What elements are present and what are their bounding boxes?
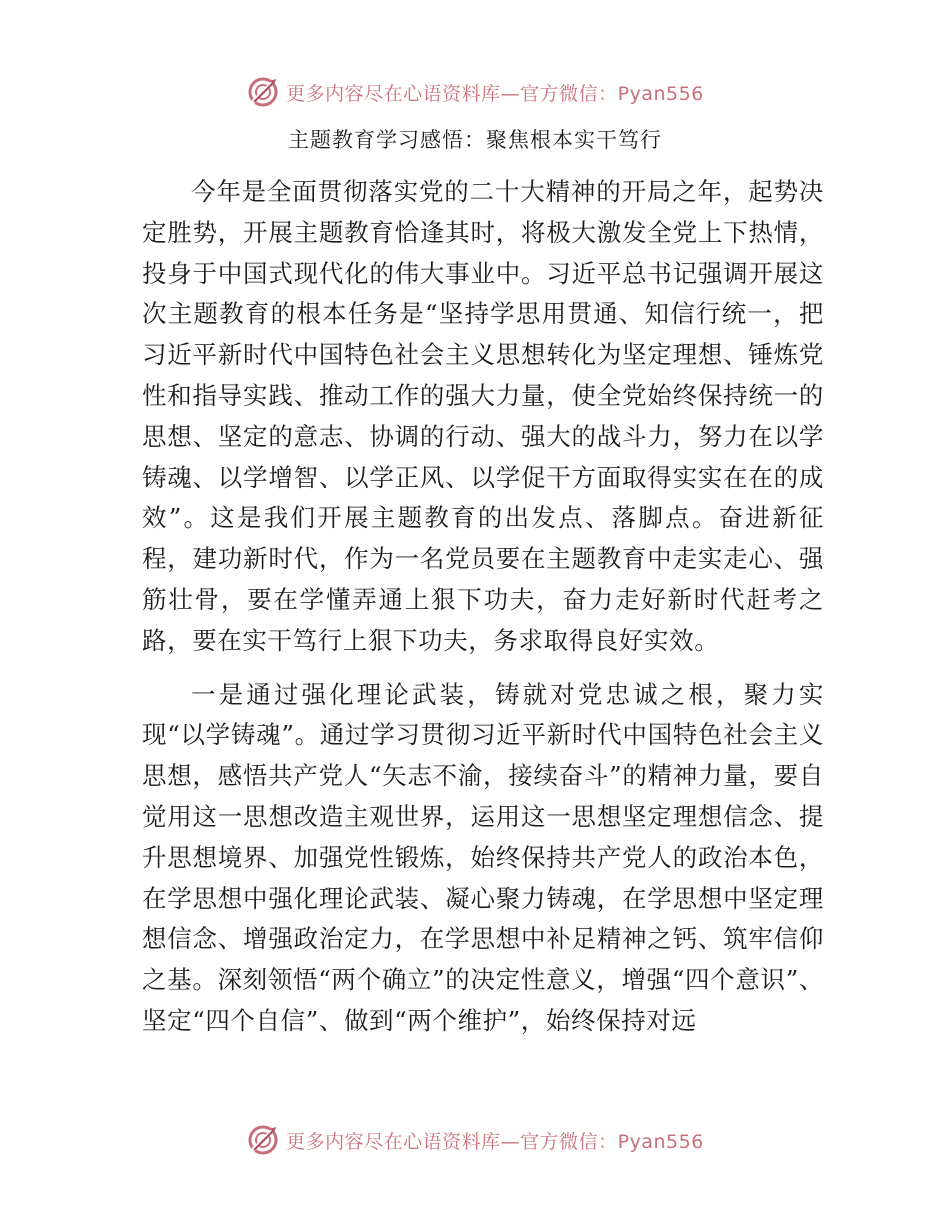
- paragraph-point-one: 一是通过强化理论武装，铸就对党忠诚之根，聚力实现“以学铸魂”。通过学习贯彻习近平新时代中国特色社会主义思想，感悟共产党人“矢志不渝，接续奋斗”的精神力量，要自觉用这一思想改造主观世界，运用这一思想坚定理想信念、提升思想境界、加强党性锻炼，始终保持共产党人的政治本色，在学思想中强化理论武装、凝心聚力铸魂，在学思想中坚定理想信念、增强政治定力，在学思想中补足精神之钙、筑牢信仰之基。深刻领悟“两个确立”的决定性意义，增强“四个意识”、坚定“四个自信”、做到“两个维护”，始终保持对远: [142, 679, 824, 1035]
- paragraph-intro: 今年是全面贯彻落实党的二十大精神的开局之年，起势决定胜势，开展主题教育恰逢其时，将极大激发全党上下热情，投身于中国式现代化的伟大事业中。习近平总书记强调开展这次主题教育的根本任务是“坚持学思用贯通、知信行统一，把习近平新时代中国特色社会主义思想转化为坚定理想、锤炼党性和指导实践、推动工作的强大力量，使全党始终保持统一的思想、坚定的意志、协调的行动、强大的战斗力，努力在以学铸魂、以学增智、以学正风、以学促干方面取得实实在在的成效”。这是我们开展主题教育的出发点、落脚点。奋进新征程，建功新时代，作为一名党员要在主题教育中走实走心、强筋壮骨，要在学懂弄通上狠下功夫，奋力走好新时代赶考之路，要在实干笃行上狠下功夫，务求取得良好实效。: [142, 177, 824, 655]
- footer-banner: [0, 1120, 950, 1160]
- banner-text: 更多内容尽在心语资料库—官方微信：Pyan556: [286, 82, 704, 105]
- banner-text: 更多内容尽在心语资料库—官方微信：Pyan556: [286, 1130, 704, 1153]
- header-banner: [0, 72, 950, 112]
- brand-logo-icon: [246, 1123, 280, 1157]
- document-body: [142, 172, 824, 1092]
- brand-logo-icon: [246, 75, 280, 109]
- document-title: 主题教育学习感悟：聚焦根本实干笃行: [288, 128, 662, 152]
